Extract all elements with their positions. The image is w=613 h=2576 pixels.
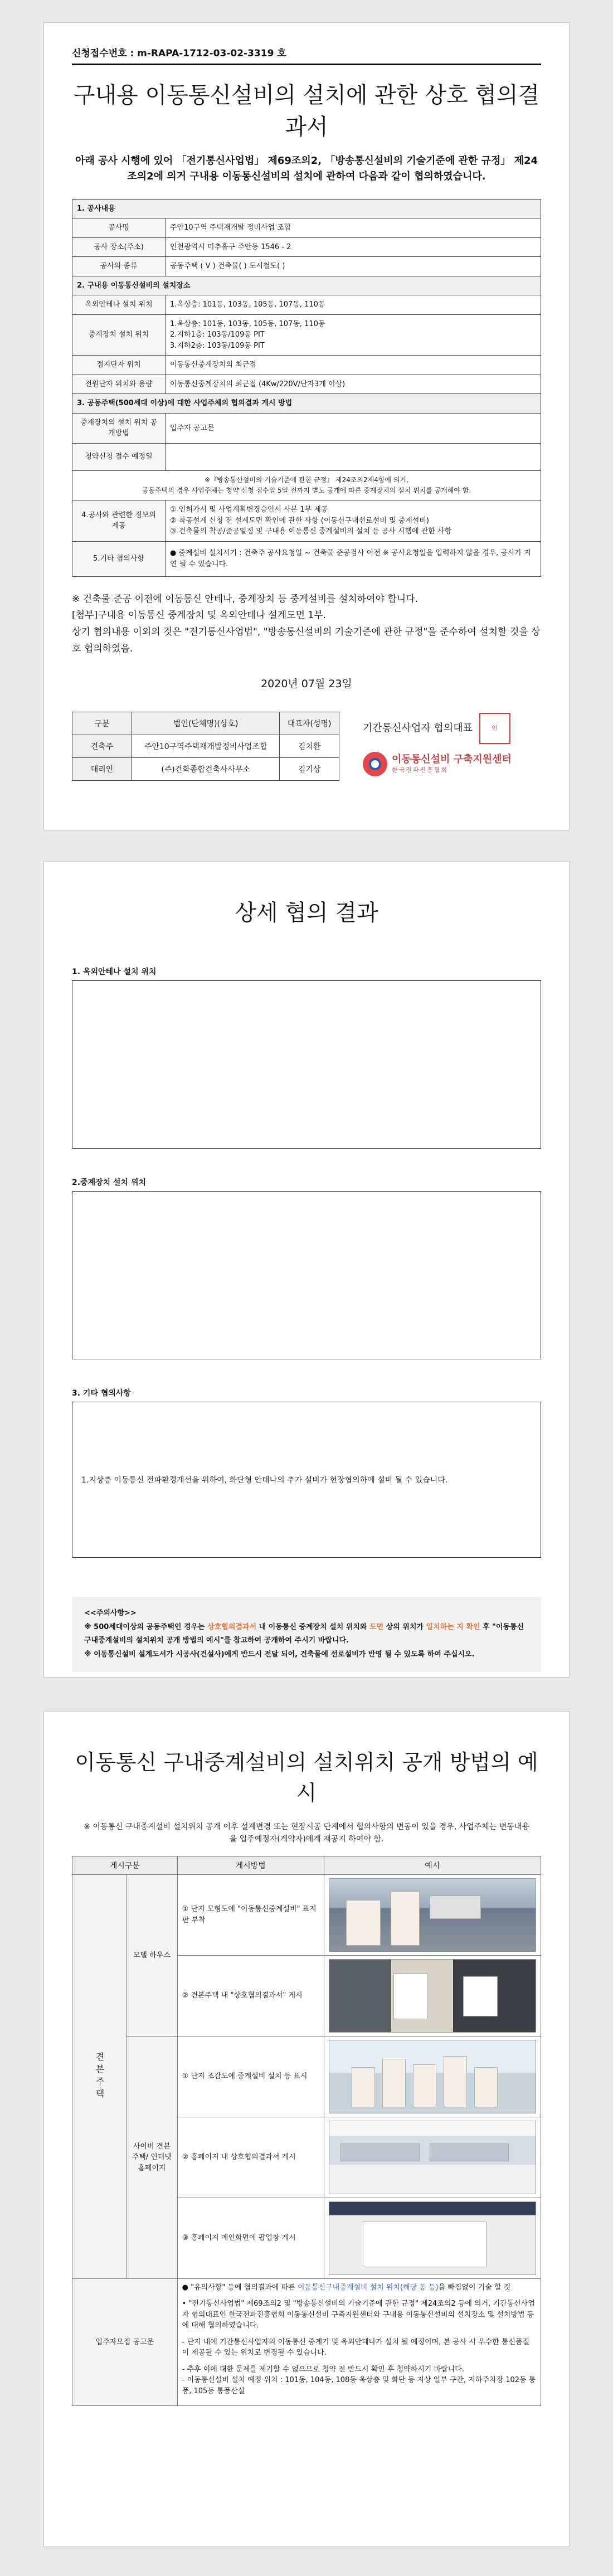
- method-cell: ① 단지 조감도에 중계설비 설치 등 표시: [177, 2036, 324, 2117]
- row-label: 청약신청 접수 예정일: [72, 443, 166, 470]
- recruit-line: - 추후 이에 대한 문제를 제기할 수 없으므로 청약 전 반드시 확인 후 청약하시기 바랍니다. - 이동통신설비 설치 예정 위치 : 101동, 104동, 108동 옥상층 및 화단 등 지상 일부 구간, 지하주차장 102동 통풍, 105동 통풍산실: [182, 2365, 536, 2395]
- section-2-header: 2. 구내용 이동통신설비의 설치장소: [72, 276, 541, 295]
- caution-line: ※ 이동통신설비 설계도서가 시공사(건설사)에게 반드시 전달 되어, 건축물에 선로설비가 반영 될 수 있도록 하여 주십시오.: [84, 1650, 475, 1659]
- box-label: 2.중계장치 설치 위치: [72, 1178, 146, 1187]
- row-label: 공사 장소(주소): [72, 237, 166, 257]
- page-note: ※ 이동통신 구내중계설비 설치위치 공개 이후 설계변경 또는 현장시공 단계에서 협의사항의 변동이 있을 경우, 사업주체는 변동내용을 입주예정자(계약자)에게 재공지 하여야 함.: [84, 1822, 529, 1844]
- row-value: 공동주택 ( V ) 건축물( ) 도시철도( ): [166, 257, 541, 276]
- logo-sub: 한국전파진흥협회: [392, 766, 449, 774]
- signature-table: [72, 712, 339, 781]
- sign-rep: 김기상: [280, 757, 339, 780]
- sign-row-label: 대리인: [72, 757, 132, 780]
- section-5-label: 5.기타 협의사항: [72, 541, 166, 576]
- antenna-location-box: [72, 980, 541, 1149]
- sub-category: 모델 하우스: [127, 1874, 178, 2036]
- box-label: 1. 옥외안테나 설치 위치: [72, 968, 157, 976]
- caution-line: ※ 500세대이상의 공동주택인 경우는 상호협의결과서 내 이동통신 중계장치 설치 위치와 도면 상의 위치가 일치하는 지 확인 후 "이동통신 구내중계설비의 설치위치 공개 방법의 예시"를 참고하여 공개하여 주시기 바랍니다.: [84, 1622, 524, 1645]
- caution-box: [72, 1597, 541, 1672]
- recruit-line: ● "유의사항" 등에 협의결과에 따른 이동통신구내중계설비 설치 위치(해당 동 등)을 빠짐없이 기술 할 것: [182, 2283, 511, 2292]
- receipt-number: 신청접수번호 : m-RAPA-1712-03-02-3319 호: [72, 45, 541, 65]
- row-value: [166, 443, 541, 470]
- example-photo: [324, 2198, 541, 2278]
- row-label: 공사명: [72, 218, 166, 238]
- sign-row-label: 건축주: [72, 735, 132, 757]
- row-label: 중계장치의 설치 위치 공개방법: [72, 413, 166, 443]
- section-4-label: 4.공사와 관련한 정보의 제공: [72, 500, 166, 542]
- method-cell: ③ 홈페이지 메인화면에 팝업창 게시: [177, 2198, 324, 2278]
- agreement-date: 2020년 07월 23일: [261, 677, 352, 690]
- list-item: ① 인허가서 및 사업계획변경승인서 사본 1부 제공: [170, 506, 328, 514]
- sign-header: 대표자(성명): [280, 712, 339, 735]
- row-value: 1.옥상층: 101동, 103동, 105동, 107동, 110동: [166, 295, 541, 315]
- row-value: 이동통신중계장치의 최근접 (4Kw/220V/단자3개 이상): [166, 375, 541, 394]
- page-disclosure-example: [43, 1711, 570, 2547]
- center-logo: [363, 752, 541, 776]
- row-value: 주안10구역 주택재개발 정비사업 조합: [166, 218, 541, 238]
- recruit-line: • "전기통신사업법" 제69조의2 및 "방송통신설비의 기술기준에 관한 규정" 제24조의2 등에 의거, 기간통신사업자 협의대표인 한국전파진흥협회 이동통신설비 구축지원센터와 구내용 이동통신설비의 설치장소 및 설치방법 등에 대해 협의하였습니다.: [182, 2300, 535, 2330]
- recruit-notice: [177, 2278, 541, 2406]
- page-detail-results: [43, 861, 570, 1678]
- row-label: 옥외안테나 설치 위치: [72, 295, 166, 315]
- row-value: 이동통신중계장치의 최근접: [166, 356, 541, 375]
- page-title: 구내용 이동통신설비의 설치에 관한 상호 협의결과서: [73, 82, 540, 140]
- category-label: 견본주택: [94, 2052, 105, 2101]
- other-items-text: 1.지상층 이동통신 전파환경개선을 위하여, 화단형 안테나의 추가 설비가 현장협의하에 설비 될 수 있습니다.: [81, 1476, 448, 1485]
- sign-corp: (주)건화종합건축사사무소: [132, 757, 280, 780]
- sign-corp: 주안10구역주택재개발정비사업조합: [132, 735, 280, 757]
- row-label: 공사의 종류: [72, 257, 166, 276]
- box-label: 3. 기타 협의사항: [72, 1389, 131, 1398]
- law-note: ※『방송통신설비의 기술기준에 관한 규정』 제24조의2제4항에 의거, 공동주택의 경우 사업주체는 청약 신청 접수일 5일 전까지 별도 공개에 따른 중계장치의 설치 위치를 공개해야 함.: [72, 470, 541, 500]
- seal-stamp: 인: [479, 713, 510, 744]
- section-4-items: [166, 500, 541, 542]
- carrier-label: 기간통신사업자 협의대표 인: [363, 713, 541, 744]
- sign-header: 법인(단체명)(상호): [132, 712, 280, 735]
- row-value: 인천광역시 미추홀구 주안동 1546 - 2: [166, 237, 541, 257]
- page-title: 이동통신 구내중계설비의 설치위치 공개 방법의 예시: [75, 1750, 538, 1805]
- note-line: ※ 건축물 준공 이전에 이동통신 안테나, 중계장치 등 중계설비를 설치하여야 합니다.: [72, 593, 419, 605]
- example-photo: [324, 2117, 541, 2198]
- recruit-line: - 단지 내에 기간통신사업자의 이동통신 중계기 및 옥외안테나가 설치 될 예정이며, 본 공사 시 우수한 통신품질이 제공될 수 있는 위치로 변경될 수 있습니다.: [182, 2337, 530, 2358]
- row-label: 접지단자 위치: [72, 356, 166, 375]
- example-photo: [324, 1874, 541, 1955]
- page-agreement: [43, 22, 570, 830]
- category-cell: [72, 1874, 127, 2278]
- method-cell: ② 견본주택 내 "상호협의결과서" 게시: [177, 1955, 324, 2036]
- page-title: 상세 협의 결과: [235, 900, 378, 926]
- method-cell: ② 홈페이지 내 상호협의결과서 게시: [177, 2117, 324, 2198]
- section-3-header: 3. 공동주택(500세대 이상)에 대한 사업주체의 협의결과 게시 방법: [72, 394, 541, 414]
- intro-text: 아래 공사 시행에 있어 「전기통신사업법」 제69조의2, 「방송통신설비의 기술기준에 관한 규정」 제24조의2에 의거 구내용 이동통신설비의 설치에 관하여 다음과 같이 협의하였습니다.: [75, 155, 538, 182]
- col-header: 게시방법: [177, 1856, 324, 1874]
- agreement-table: [72, 199, 541, 577]
- sign-header: 구분: [72, 712, 132, 735]
- other-items-box: [72, 1402, 541, 1558]
- notes: [72, 591, 541, 658]
- note-line: 상기 협의내용 이외의 것은 "전기통신사업법", "방송통신설비의 기술기준에 관한 규정"을 준수하여 설치할 것을 상호 협의하였음.: [72, 626, 541, 654]
- logo-icon: [363, 752, 387, 776]
- example-photo: [324, 2036, 541, 2117]
- logo-name: 이동통신설비 구축지원센터: [392, 753, 512, 765]
- sub-category: 사이버 견본 주택/ 인터넷 홈페이지: [127, 2036, 178, 2278]
- section-1-header: 1. 공사내용: [72, 199, 541, 218]
- caution-title: <<주의사항>>: [84, 1609, 137, 1617]
- row-value: 1.옥상층: 101동, 103동, 105동, 107동, 110동 2.지하1층: 103동/109동 PIT 3.지하2층: 103동/109동 PIT: [166, 314, 541, 356]
- note-line: [첨부]구내용 이동통신 중계장치 및 옥외안테나 설계도면 1부.: [72, 610, 327, 621]
- method-cell: ① 단지 모형도에 "이동통신중계설비" 표지판 부착: [177, 1874, 324, 1955]
- example-photo: [324, 1955, 541, 2036]
- repeater-location-box: [72, 1191, 541, 1359]
- row-label: 전원단자 위치와 용량: [72, 375, 166, 394]
- example-table: [72, 1856, 541, 2407]
- col-header: 예시: [324, 1856, 541, 1874]
- sign-rep: 김치환: [280, 735, 339, 757]
- list-item: ② 착공설계 신청 전 설계도면 확인에 관한 사항 (이동신구내선로설비 및 중계설비): [170, 516, 429, 525]
- carrier-representative: [363, 712, 541, 776]
- section-5-text: ● 중계설비 설치시기 : 건축주 공사요청일 ~ 건축물 준공검사 이전 ※ 공사요청일을 입력하지 않을 경우, 공사가 지연 될 수 있습니다.: [166, 541, 541, 576]
- row-label: 중계장치 설치 위치: [72, 314, 166, 356]
- sub-category: 입주자모집 공고문: [72, 2278, 178, 2406]
- list-item: ③ 건축물의 착공/준공일정 및 구내용 이동통신 중계설비의 설치 등 공사 시행에 관한 사항: [170, 527, 452, 536]
- row-value: 입주자 공고문: [166, 413, 541, 443]
- col-header: 게시구분: [72, 1856, 178, 1874]
- signature-area: [72, 712, 541, 781]
